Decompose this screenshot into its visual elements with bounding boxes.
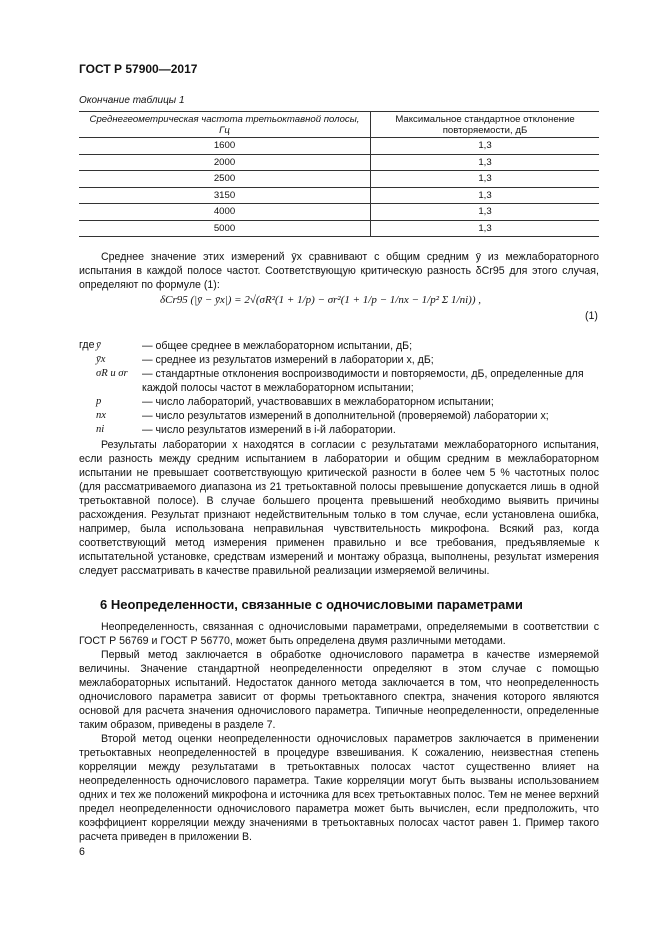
table-header-row xyxy=(79,112,599,138)
frequency-table xyxy=(79,111,599,237)
document-header: ГОСТ Р 57900—2017 xyxy=(79,62,198,76)
paragraph-first-method: Первый метод заключается в обработке одночислового параметра в качестве измеряемой величины. Значение стандартной неопределенности определяют в этом случае с помощью межлабораторных испытаний. Недостаток данного метода заключается в том, что неопределенность одночислового параметра зависит от формы третьоктавного спектра, значения которого являются основой для расчета значения одночислового параметра. Типичные неопределенности, определенные таким образом, приведены в разделе 7. xyxy=(79,649,599,731)
cell-deviation: 1,3 xyxy=(371,154,600,171)
table-row xyxy=(79,187,599,204)
paragraph-lab-agreement: Результаты лаборатории x находятся в согласии с результатами межлабораторного испытания, если разность между средним испытанием в лаборатории и общим средним в межлабораторном испытании не превышает соответствующую критической разности в более чем 5 % частотных полос (для рассматриваемого диапазона из 21 третьоктавной полосы превышение допускается лишь в одной третьоктавной полосе). В случае большего процента превышений необходимо выявить причины расхождения. Результат признают недействительным только в том случае, если установлена ошибка, например, была использована неправильная чувствительность микрофона. Всякий раз, когда соответствующий метод измерения применен правильно и все требования, предъявляемые к испытательной установке, средствам измерений и монтажу образца, выполнены, результат измерения следует рассматривать в качестве правильной реализации измеряемой величины. xyxy=(79,439,599,577)
definition-item xyxy=(96,353,606,367)
definition-item xyxy=(96,409,606,423)
symbol-description: — число лабораторий, участвовавших в межлабораторном испытании; xyxy=(142,396,494,408)
table-row xyxy=(79,204,599,221)
definition-item xyxy=(96,423,606,437)
formula-critical-difference: δCr95 (|ȳ − ȳx|) = 2√(σR²(1 + 1/p) − σr²(1 + 1/p − 1/nx − 1/p² Σ 1/ni)) , xyxy=(160,294,481,306)
cell-frequency: 2500 xyxy=(79,171,371,188)
symbol-description: — число результатов измерений в дополнительной (проверяемой) лаборатории x; xyxy=(142,410,549,422)
cell-deviation: 1,3 xyxy=(371,138,600,155)
symbol-description: — стандартные отклонения воспроизводимости и повторяемости, дБ, определенные для каждой полосы частот в межлабораторном испытании; xyxy=(142,368,584,394)
symbol-description: — общее среднее в межлабораторном испытании, дБ; xyxy=(142,340,413,352)
paragraph-second-method: Второй метод оценки неопределенности одночисловых параметров заключается в применении третьоктавных неопределенностей в процедуре взвешивания. К сожалению, неизвестная степень корреляции между результатами в третьоктавных полосах частот существенно влияет на неопределенность одночислового параметра. Такие корреляции могут быть вызваны использованием одних и тех же положений микрофона и источника для всех третьоктавных полос. Тем не менее верхний предел неопределенности одночислового параметра может быть вычислен, если предположить, что коэффициент корреляции между значениями в третьоктавных полосах частот равен 1. Пример такого расчета приведен в приложении В. xyxy=(79,733,599,843)
symbol: ȳx xyxy=(96,354,106,365)
definition-item xyxy=(96,367,606,395)
symbol: nx xyxy=(96,410,106,421)
column-header-frequency: Среднегеометрическая частота третьоктавной полосы, Гц xyxy=(79,112,371,138)
table-caption: Окончание таблицы 1 xyxy=(79,95,185,106)
page-number: 6 xyxy=(79,846,85,858)
where-label: где xyxy=(79,339,95,351)
column-header-deviation: Максимальное стандартное отклонение повторяемости, дБ xyxy=(371,112,600,138)
table-row xyxy=(79,171,599,188)
cell-deviation: 1,3 xyxy=(371,187,600,204)
cell-frequency: 3150 xyxy=(79,187,371,204)
symbol: ȳ xyxy=(96,340,101,351)
table-row xyxy=(79,138,599,155)
symbol-definitions xyxy=(96,339,606,437)
symbol: ni xyxy=(96,424,105,435)
cell-frequency: 2000 xyxy=(79,154,371,171)
cell-deviation: 1,3 xyxy=(371,171,600,188)
formula-number: (1) xyxy=(585,310,598,322)
cell-deviation: 1,3 xyxy=(371,220,600,237)
paragraph-uncertainty-intro: Неопределенность, связанная с одночисловыми параметрами, определяемыми в соответствии с ГОСТ Р 56769 и ГОСТ Р 56770, может быть определена двумя различными методами. xyxy=(79,621,599,647)
section-heading: 6 Неопределенности, связанные с одночисловыми параметрами xyxy=(100,597,523,612)
cell-deviation: 1,3 xyxy=(371,204,600,221)
table-row xyxy=(79,220,599,237)
definition-item xyxy=(96,395,606,409)
cell-frequency: 1600 xyxy=(79,138,371,155)
symbol: p xyxy=(96,396,102,407)
symbol-description: — среднее из результатов измерений в лаборатории x, дБ; xyxy=(142,354,434,366)
table-row xyxy=(79,154,599,171)
symbol: σR и σr xyxy=(96,368,128,379)
paragraph-mean-comparison: Среднее значение этих измерений ȳx сравнивают с общим средним ȳ из межлабораторного испытания в каждой полосе частот. Соответствующую критическую разность δCr95 для этого случая, определяют по формуле (1): xyxy=(79,251,599,291)
cell-frequency: 4000 xyxy=(79,204,371,221)
definition-item xyxy=(96,339,606,353)
cell-frequency: 5000 xyxy=(79,220,371,237)
symbol-description: — число результатов измерений в i-й лаборатории. xyxy=(142,424,396,436)
